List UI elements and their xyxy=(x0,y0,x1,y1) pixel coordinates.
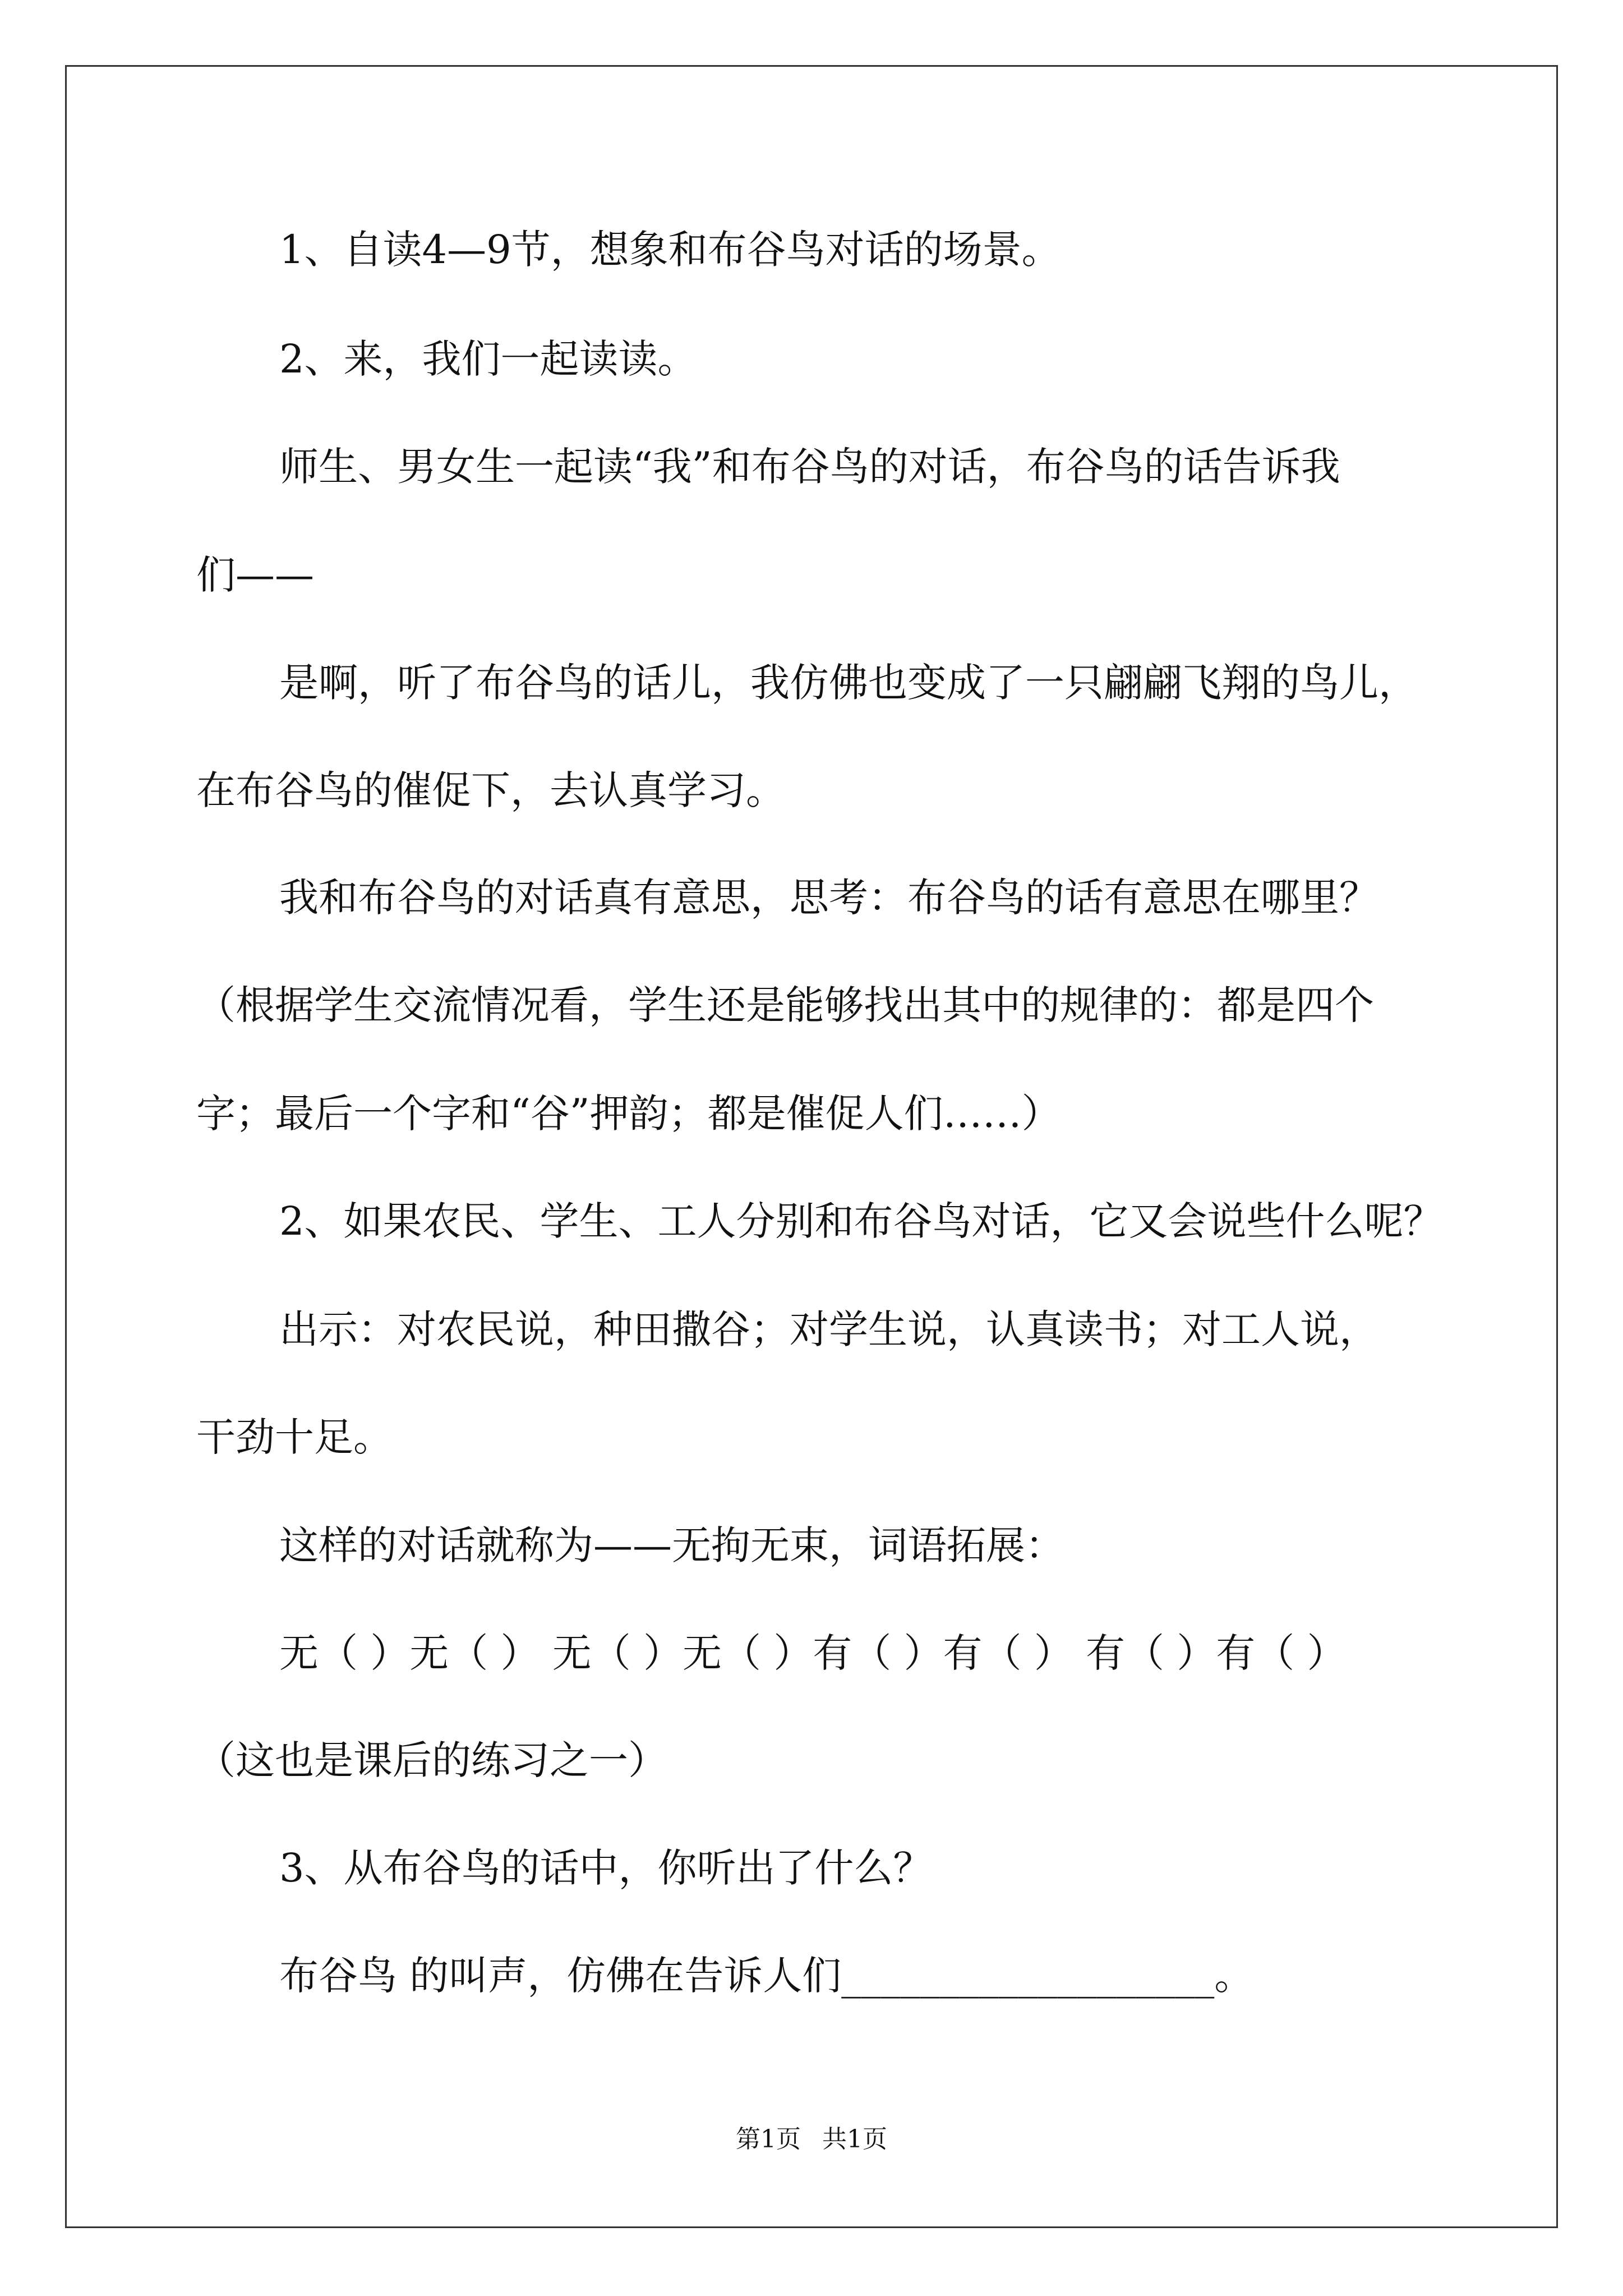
page-number-total: 共1页 xyxy=(822,2125,887,2154)
paragraph-11: 出示：对农民说，种田撒谷；对学生说，认真读书；对工人说， xyxy=(279,1306,1378,1352)
paragraph-4: 们—— xyxy=(196,552,314,598)
paragraph-13: 这样的对话就称为——无拘无束，词语拓展： xyxy=(279,1522,1064,1568)
paragraph-8: （根据学生交流情况看，学生还是能够找出其中的规律的：都是四个 xyxy=(196,982,1374,1028)
paragraph-9: 字；最后一个字和“谷”押韵；都是催促人们……） xyxy=(196,1091,1061,1137)
paragraph-2: 2、来，我们一起读读。 xyxy=(279,336,697,382)
paragraph-15: （这也是课后的练习之一） xyxy=(196,1737,667,1783)
paragraph-10: 2、如果农民、学生、工人分别和布谷鸟对话，它又会说些什么呢？ xyxy=(279,1198,1443,1244)
paragraph-16: 3、从布谷鸟的话中，你听出了什么？ xyxy=(279,1845,933,1891)
paragraph-6: 在布谷鸟的催促下，去认真学习。 xyxy=(196,767,785,813)
page-footer xyxy=(0,2127,1623,2152)
paragraph-12: 干劲十足。 xyxy=(196,1414,393,1460)
paragraph-3: 师生、男女生一起读“我”和布谷鸟的对话，布谷鸟的话告诉我 xyxy=(279,444,1340,490)
paragraph-17: 布谷鸟 的叫声，仿佛在告诉人们___________________。 xyxy=(279,1953,1254,1999)
paragraph-1: 1、自读4—9节，想象和布谷鸟对话的场景。 xyxy=(279,227,1061,273)
page-border xyxy=(65,65,1558,2228)
paragraph-14: 无（ ）无（ ） 无（ ）无（ ）有（ ）有（ ） 有（ ）有（ ） xyxy=(279,1630,1347,1676)
page-number-current: 第1页 xyxy=(736,2125,801,2154)
paragraph-5: 是啊，听了布谷鸟的话儿，我仿佛也变成了一只翩翩飞翔的鸟儿， xyxy=(279,660,1418,706)
paragraph-7: 我和布谷鸟的对话真有意思，思考：布谷鸟的话有意思在哪里？ xyxy=(279,875,1378,921)
